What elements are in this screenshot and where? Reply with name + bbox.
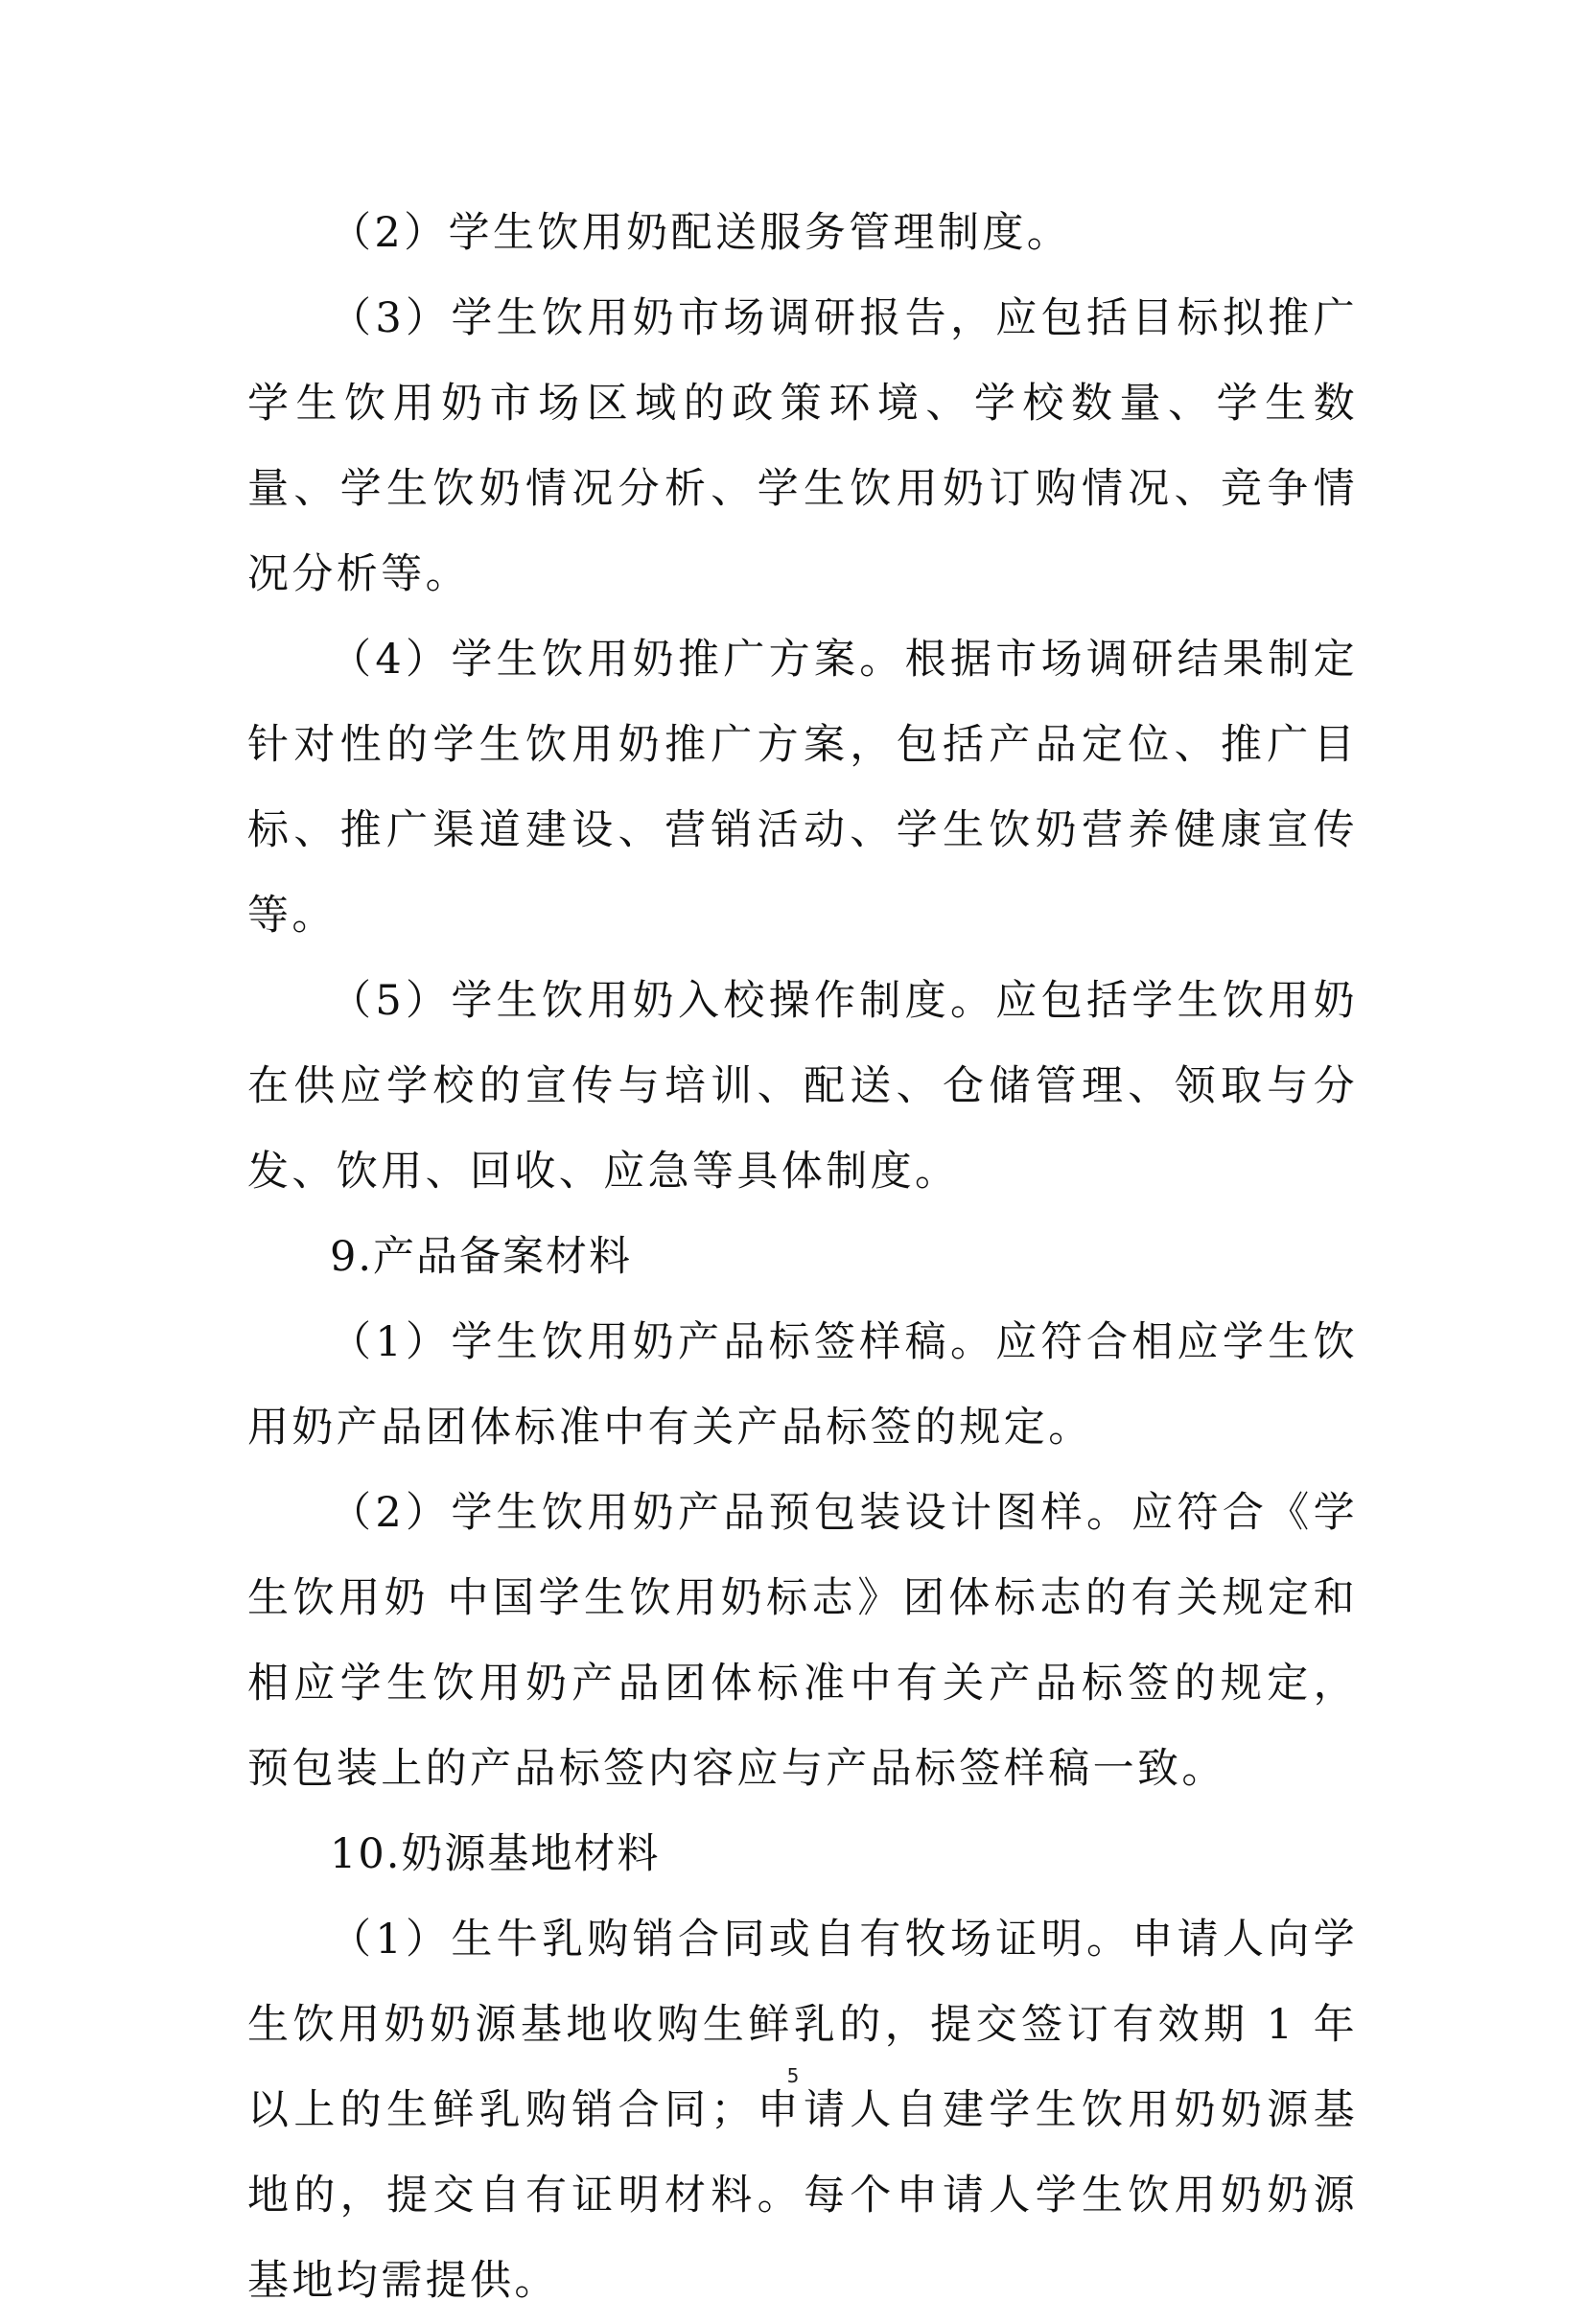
paragraph-delivery-management: （2）学生饮用奶配送服务管理制度。 xyxy=(330,209,1072,257)
section-heading-product-filing: 9.产品备案材料 xyxy=(330,1233,633,1281)
paragraph-packaging-design: （2）学生饮用奶产品预包装设计图样。应符合《学生饮用奶 中国学生饮用奶标志》团体标志的有关规定和相应学生饮用奶产品团体标准中有关产品标签的规定，预包装上的产品标签内容应与产品标签样稿一致。 xyxy=(247,1489,1358,1793)
paragraph-label-sample: （1）学生饮用奶产品标签样稿。应符合相应学生饮用奶产品团体标准中有关产品标签的规定。 xyxy=(247,1318,1358,1452)
paragraph-promotion-plan: （4）学生饮用奶推广方案。根据市场调研结果制定针对性的学生饮用奶推广方案，包括产品定位、推广目标、推广渠道建设、营销活动、学生饮奶营养健康宣传等。 xyxy=(247,636,1358,940)
paragraph-school-operation-system: （5）学生饮用奶入校操作制度。应包括学生饮用奶在供应学校的宣传与培训、配送、仓储管理、领取与分发、饮用、回收、应急等具体制度。 xyxy=(247,977,1358,1196)
section-heading-milk-source-base: 10.奶源基地材料 xyxy=(330,1830,661,1878)
paragraph-raw-milk-contract: （1）生牛乳购销合同或自有牧场证明。申请人向学生饮用奶奶源基地收购生鲜乳的，提交签订有效期 1 年以上的生鲜乳购销合同；申请人自建学生饮用奶奶源基地的，提交自有证明材料。每个申请人学生饮用奶奶源基地均需提供。 xyxy=(247,1916,1358,2305)
document-body xyxy=(247,191,1358,2324)
page-number: 5 xyxy=(786,2064,800,2087)
paragraph-market-research-report: （3）学生饮用奶市场调研报告，应包括目标拟推广学生饮用奶市场区域的政策环境、学校数量、学生数量、学生饮奶情况分析、学生饮用奶订购情况、竞争情况分析等。 xyxy=(247,294,1358,598)
